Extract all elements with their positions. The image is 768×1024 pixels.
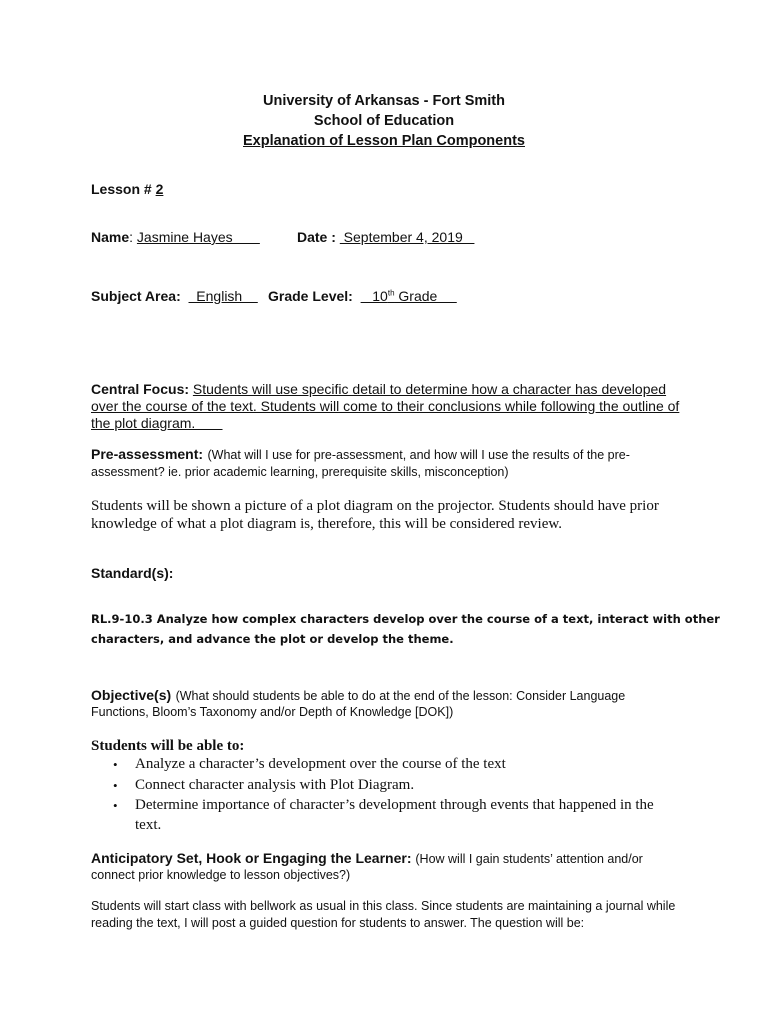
preassessment-prompt-2: assessment? ie. prior academic learning, prerequisite skills, misconception) <box>91 465 509 479</box>
grade-value <box>361 288 457 304</box>
objectives-line-1 <box>91 687 625 705</box>
grade-word: Grade <box>394 288 457 304</box>
central-focus-text-3: the plot diagram. <box>91 415 223 431</box>
objectives-label: Objective(s) <box>91 687 172 703</box>
anticipatory-prompt-2: connect prior knowledge to lesson objectives?) <box>91 868 351 882</box>
date-value: September 4, 2019 <box>339 229 475 245</box>
document-title: Explanation of Lesson Plan Components <box>243 133 525 149</box>
name-value: Jasmine Hayes <box>136 229 260 245</box>
preassessment-body-2: knowledge of what a plot diagram is, therefore, this will be considered review. <box>91 516 562 532</box>
objective-item-1: Analyze a character’s development over the course of the text <box>135 756 506 772</box>
objectives-prompt-2: Functions, Bloom’s Taxonomy and/or Depth of Knowledge [DOK]) <box>91 705 454 719</box>
grade-row <box>268 288 457 304</box>
subject-row <box>91 288 258 304</box>
objective-item-3-cont: text. <box>135 817 162 833</box>
grade-suffix: th <box>387 288 395 298</box>
subject-label: Subject Area: <box>91 288 189 304</box>
preassessment-body-1: Students will be shown a picture of a plot diagram on the projector. Students should have prior <box>91 498 659 514</box>
central-focus-label: Central Focus: <box>91 381 190 397</box>
anticipatory-line-1 <box>91 850 643 868</box>
lesson-number-label: Lesson # <box>91 181 156 197</box>
objectives-prompt-1: (What should students be able to do at the end of the lesson: Consider Language <box>175 689 626 703</box>
central-focus-line-1 <box>91 381 666 397</box>
standards-label: Standard(s): <box>91 565 174 581</box>
name-sep: : <box>129 229 137 245</box>
anticipatory-label: Anticipatory Set, Hook or Engaging the Learner: <box>91 850 416 866</box>
bullet-dot: • <box>113 778 118 793</box>
date-label: Date : <box>297 229 340 245</box>
anticipatory-prompt-1: (How will I gain students’ attention and/or <box>415 852 643 866</box>
school-title: School of Education <box>313 113 455 129</box>
standard-text-2: characters, and advance the plot or develop the theme. <box>91 632 454 646</box>
preassessment-prompt-1: (What will I use for pre-assessment, and how will I use the results of the pre- <box>207 448 630 462</box>
grade-number: 10 <box>360 288 388 304</box>
name-row <box>91 229 260 245</box>
lesson-number-value: 2 <box>155 181 164 197</box>
central-focus-text-1: Students will use specific detail to determine how a character has developed <box>192 381 667 397</box>
date-row <box>297 229 474 245</box>
subject-value: English <box>188 288 258 304</box>
grade-label: Grade Level: <box>268 288 361 304</box>
bullet-dot: • <box>113 757 118 772</box>
bullet-dot: • <box>113 798 118 813</box>
preassessment-label: Pre-assessment: <box>91 446 204 462</box>
university-title: University of Arkansas - Fort Smith <box>263 93 505 109</box>
objective-item-3: Determine importance of character’s development through events that happened in the <box>135 797 654 813</box>
anticipatory-body-2: reading the text, I will post a guided question for students to answer. The question will be: <box>91 916 585 930</box>
name-label: Name <box>91 229 130 245</box>
lesson-number-row <box>91 181 163 197</box>
central-focus-text-2: over the course of the text. Students will come to their conclusions while following the outline of <box>91 398 680 414</box>
objective-item-2: Connect character analysis with Plot Diagram. <box>135 777 415 793</box>
swbat-heading: Students will be able to: <box>91 738 245 754</box>
anticipatory-body-1: Students will start class with bellwork as usual in this class. Since students are maintaining a journal while <box>91 899 676 913</box>
preassessment-line-1 <box>91 446 630 464</box>
standard-text-1: RL.9-10.3 Analyze how complex characters develop over the course of a text, interact with other <box>91 612 720 626</box>
